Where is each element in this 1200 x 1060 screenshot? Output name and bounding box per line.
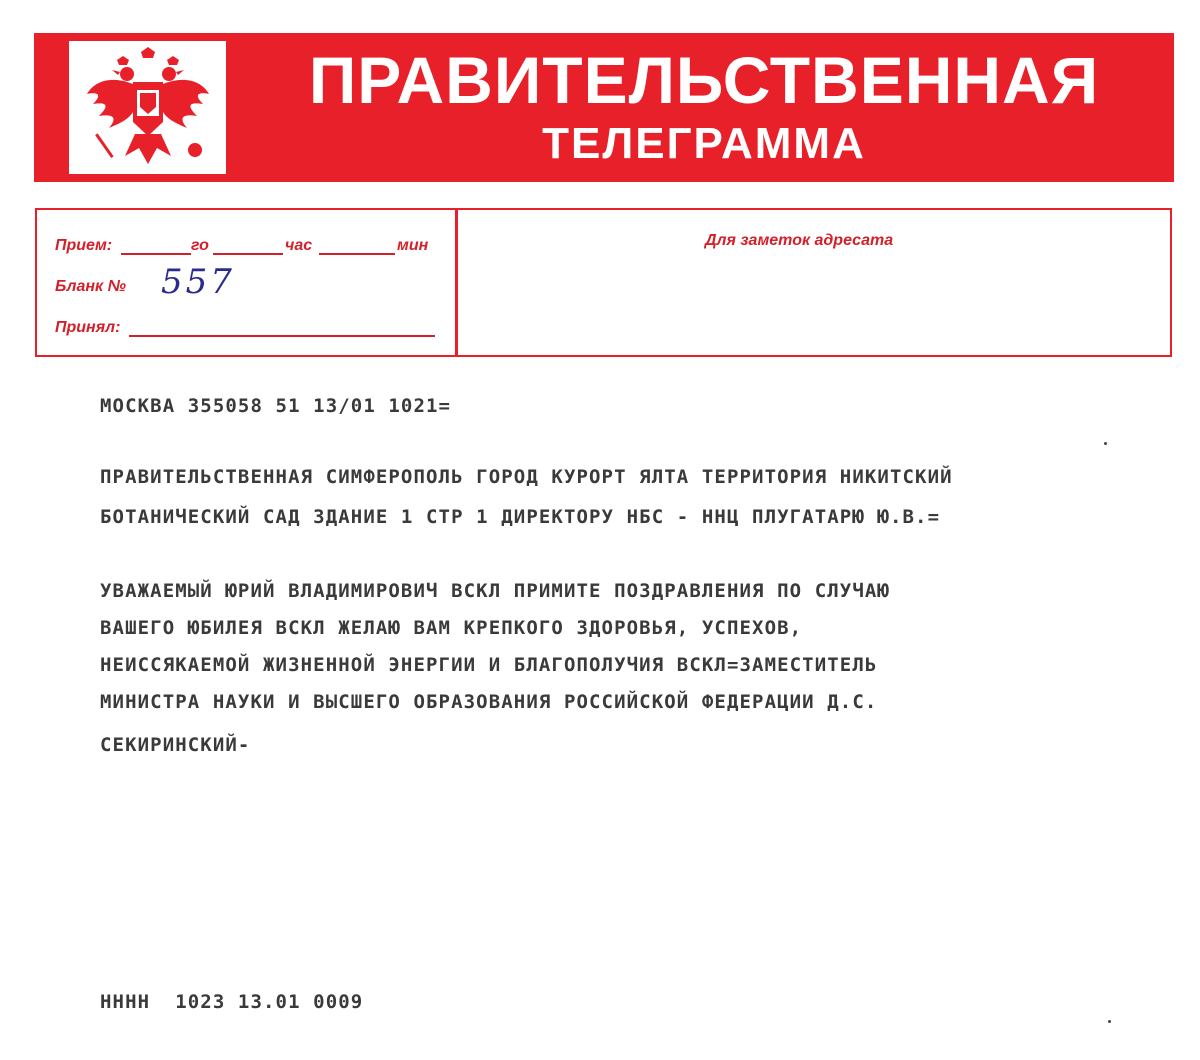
- hour-label: час: [285, 237, 313, 254]
- telegram-header-line: МОСКВА 355058 51 13/01 1021=: [100, 395, 452, 417]
- accepted-label: Принял:: [55, 319, 121, 336]
- notes-label: Для заметок адресата: [705, 232, 894, 249]
- message-line: МИНИСТРА НАУКИ И ВЫСШЕГО ОБРАЗОВАНИЯ РОССИЙСКОЙ ФЕДЕРАЦИИ Д.С.: [100, 691, 878, 713]
- blank-number: 557: [161, 262, 235, 302]
- blank-label: Бланк №: [55, 278, 126, 295]
- message-line: НЕИССЯКАЕМОЙ ЖИЗНЕННОЙ ЭНЕРГИИ И БЛАГОПОЛУЧИЯ ВСКЛ=ЗАМЕСТИТЕЛЬ: [100, 654, 878, 676]
- message-signature-line: СЕКИРИНСКИЙ-: [100, 734, 251, 756]
- minute-label: мин: [397, 237, 429, 254]
- accepted-line: [129, 335, 435, 337]
- received-label: Прием:: [55, 237, 113, 254]
- message-line: ВАШЕГО ЮБИЛЕЯ ВСКЛ ЖЕЛАЮ ВАМ КРЕПКОГО ЗДОРОВЬЯ, УСПЕХОВ,: [100, 617, 803, 639]
- received-day-line: [121, 253, 191, 255]
- eagle-emblem-icon: [83, 46, 213, 170]
- banner-subtitle: ТЕЛЕГРАММА: [542, 119, 866, 168]
- form-divider: [455, 210, 458, 355]
- telegram-header-banner: [34, 33, 1174, 182]
- received-minute-line: [319, 253, 395, 255]
- address-line: БОТАНИЧЕСКИЙ САД ЗДАНИЕ 1 СТР 1 ДИРЕКТОРУ НБС - ННЦ ПЛУГАТАРЮ Ю.В.=: [100, 506, 941, 528]
- paper-speck: [1104, 442, 1107, 445]
- paper-speck: [1108, 1020, 1111, 1023]
- received-hour-line: [213, 253, 283, 255]
- telegram-footer-line: НННН 1023 13.01 0009: [100, 991, 364, 1013]
- emblem-frame: [69, 41, 226, 174]
- banner-title: ПРАВИТЕЛЬСТВЕННАЯ: [308, 43, 1100, 117]
- reception-form: [35, 208, 1172, 357]
- day-label: го: [191, 237, 209, 254]
- message-line: УВАЖАЕМЫЙ ЮРИЙ ВЛАДИМИРОВИЧ ВСКЛ ПРИМИТЕ ПОЗДРАВЛЕНИЯ ПО СЛУЧАЮ: [100, 580, 890, 602]
- address-line: ПРАВИТЕЛЬСТВЕННАЯ СИМФЕРОПОЛЬ ГОРОД КУРОРТ ЯЛТА ТЕРРИТОРИЯ НИКИТСКИЙ: [100, 466, 953, 488]
